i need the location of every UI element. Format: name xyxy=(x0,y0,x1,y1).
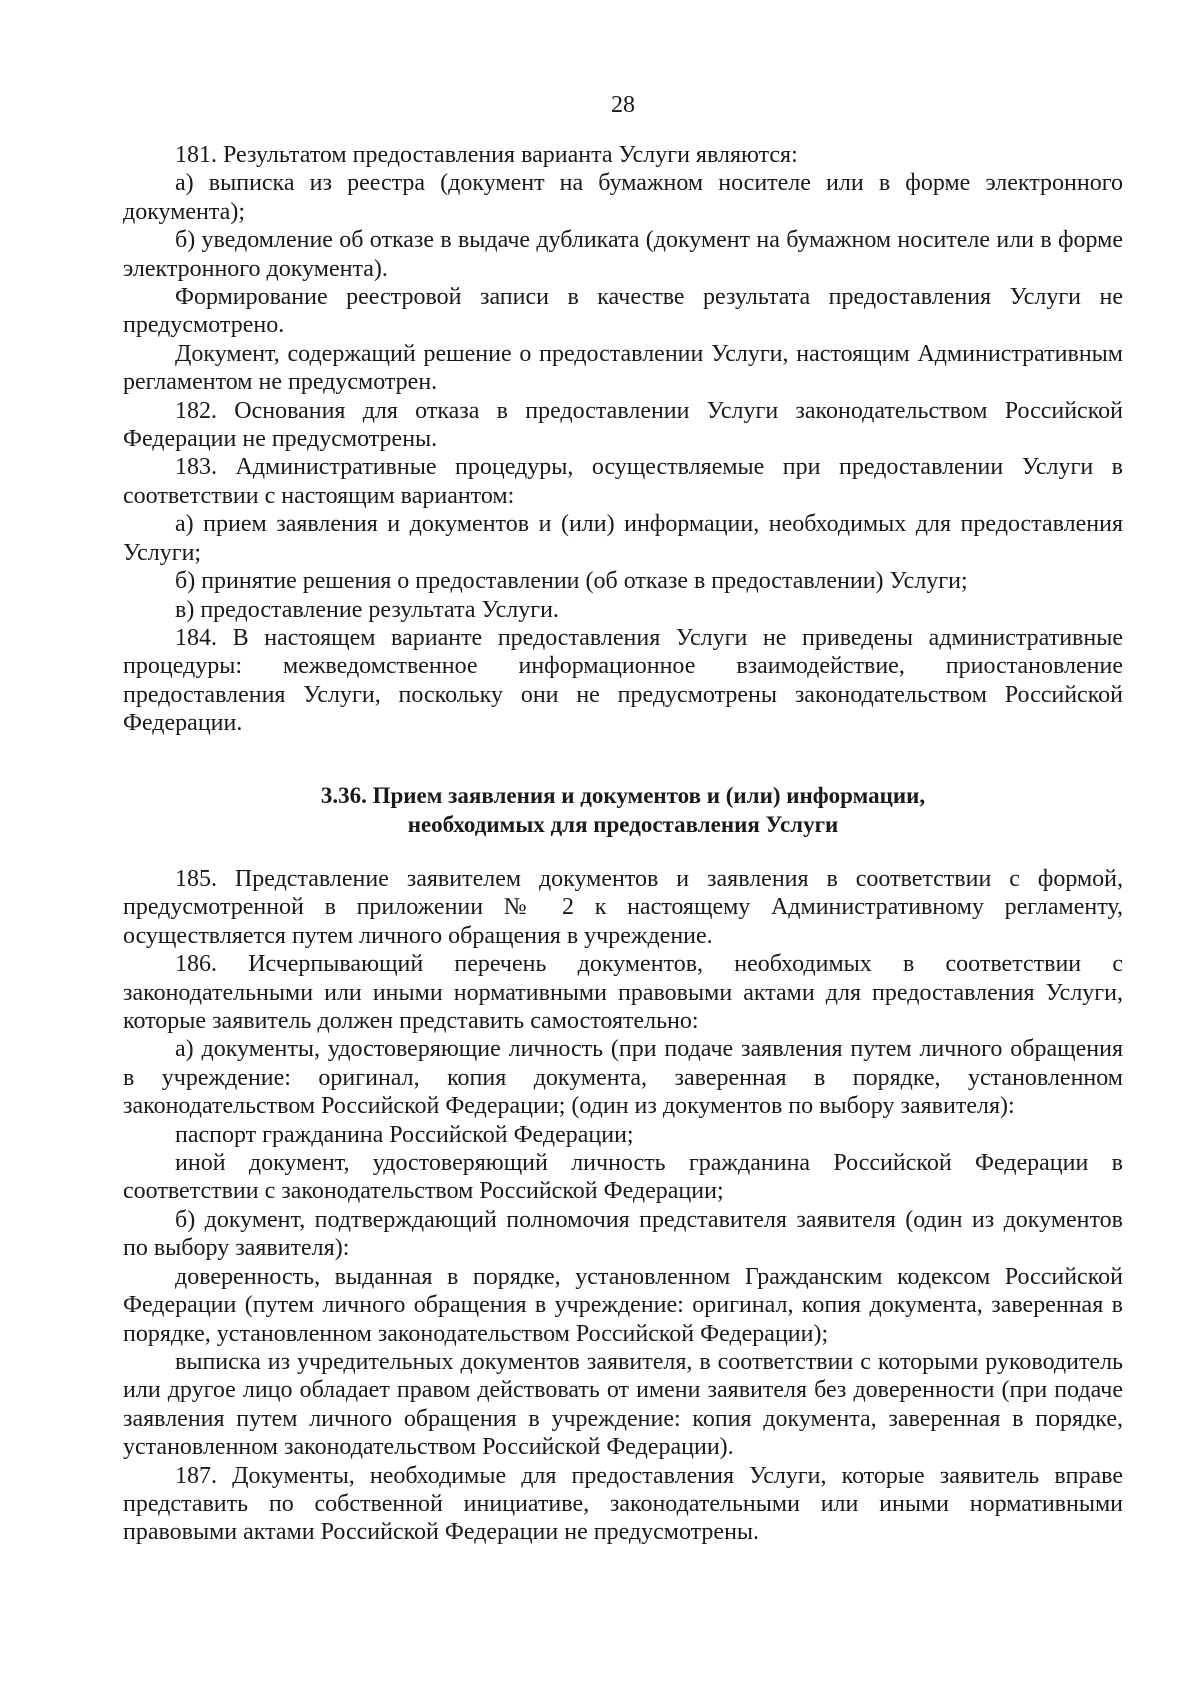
paragraph: Документ, содержащий решение о предоставлении Услуги, настоящим Административным регламентом не предусмотрен. xyxy=(123,340,1123,396)
paragraph: а) документы, удостоверяющие личность (при подаче заявления путем личного обращения в учреждение: оригинал, копия документа, заверенная в порядке, установленном законодательством Российской Федерации; (один из документов по выбору заявителя): xyxy=(123,1036,1123,1120)
paragraph: паспорт гражданина Российской Федерации; xyxy=(175,1121,634,1148)
body-text-top xyxy=(123,141,1123,738)
page-number: 28 xyxy=(611,92,635,118)
body-text-bottom xyxy=(123,865,1123,1547)
paragraph: иной документ, удостоверяющий личность гражданина Российской Федерации в соответствии с законодательством Российской Федерации; xyxy=(123,1150,1123,1205)
paragraph: 181. Результатом предоставления варианта Услуги являются: xyxy=(175,142,798,168)
paragraph: выписка из учредительных документов заявителя, в соответствии с которыми руководитель или другое лицо обладает правом действовать от имени заявителя без доверенности (при подаче заявления путем личного обращения в учреждение: копия документа, заверенная в порядке, установленном законодательством Российской Федерации). xyxy=(123,1348,1123,1461)
paragraph: а) выписка из реестра (документ на бумажном носителе или в форме электронного документа); xyxy=(123,170,1123,225)
section-heading-line: 3.36. Прием заявления и документов и (или) информации, xyxy=(320,783,926,808)
paragraph: 185. Представление заявителем документов и заявления в соответствии с формой, предусмотренной в приложении № 2 к настоящему Административному регламенту, осуществляется путем личного обращения в учреждение. xyxy=(123,866,1123,949)
paragraph: а) прием заявления и документов и (или) информации, необходимых для предоставления Услуги; xyxy=(123,511,1123,566)
paragraph: 184. В настоящем варианте предоставления Услуги не приведены административные процедуры: межведомственное информационное взаимодействие, приостановление предоставления Услуги, поскольку они не предусмотрены законодательством Российской Федерации. xyxy=(123,624,1123,737)
paragraph: б) документ, подтверждающий полномочия представителя заявителя (один из документов по выбору заявителя): xyxy=(123,1206,1123,1262)
paragraph: в) предоставление результата Услуги. xyxy=(175,596,559,623)
paragraph: 182. Основания для отказа в предоставлении Услуги законодательством Российской Федерации не предусмотрены. xyxy=(123,397,1123,453)
paragraph: б) уведомление об отказе в выдаче дубликата (документ на бумажном носителе или в форме электронного документа). xyxy=(123,227,1123,282)
document-page xyxy=(123,0,1123,1692)
paragraph: Формирование реестровой записи в качестве результата предоставления Услуги не предусмотрено. xyxy=(123,284,1123,339)
section-heading-line: необходимых для предоставления Услуги xyxy=(407,812,839,837)
paragraph: 186. Исчерпывающий перечень документов, необходимых в соответствии с законодательными или иными нормативными правовыми актами для предоставления Услуги, которые заявитель должен представить самостоятельно: xyxy=(123,951,1123,1035)
paragraph: 187. Документы, необходимые для предоставления Услуги, которые заявитель вправе представить по собственной инициативе, законодательными или иными нормативными правовыми актами Российской Федерации не предусмотрены. xyxy=(123,1462,1123,1546)
paragraph: доверенность, выданная в порядке, установленном Гражданским кодексом Российской Федерации (путем личного обращения в учреждение: оригинал, копия документа, заверенная в порядке, установленном законодательством Российской Федерации); xyxy=(123,1263,1123,1347)
paragraph: 183. Административные процедуры, осуществляемые при предоставлении Услуги в соответствии с настоящим вариантом: xyxy=(123,454,1123,509)
paragraph: б) принятие решения о предоставлении (об отказе в предоставлении) Услуги; xyxy=(175,568,968,595)
section-heading xyxy=(123,781,1123,839)
